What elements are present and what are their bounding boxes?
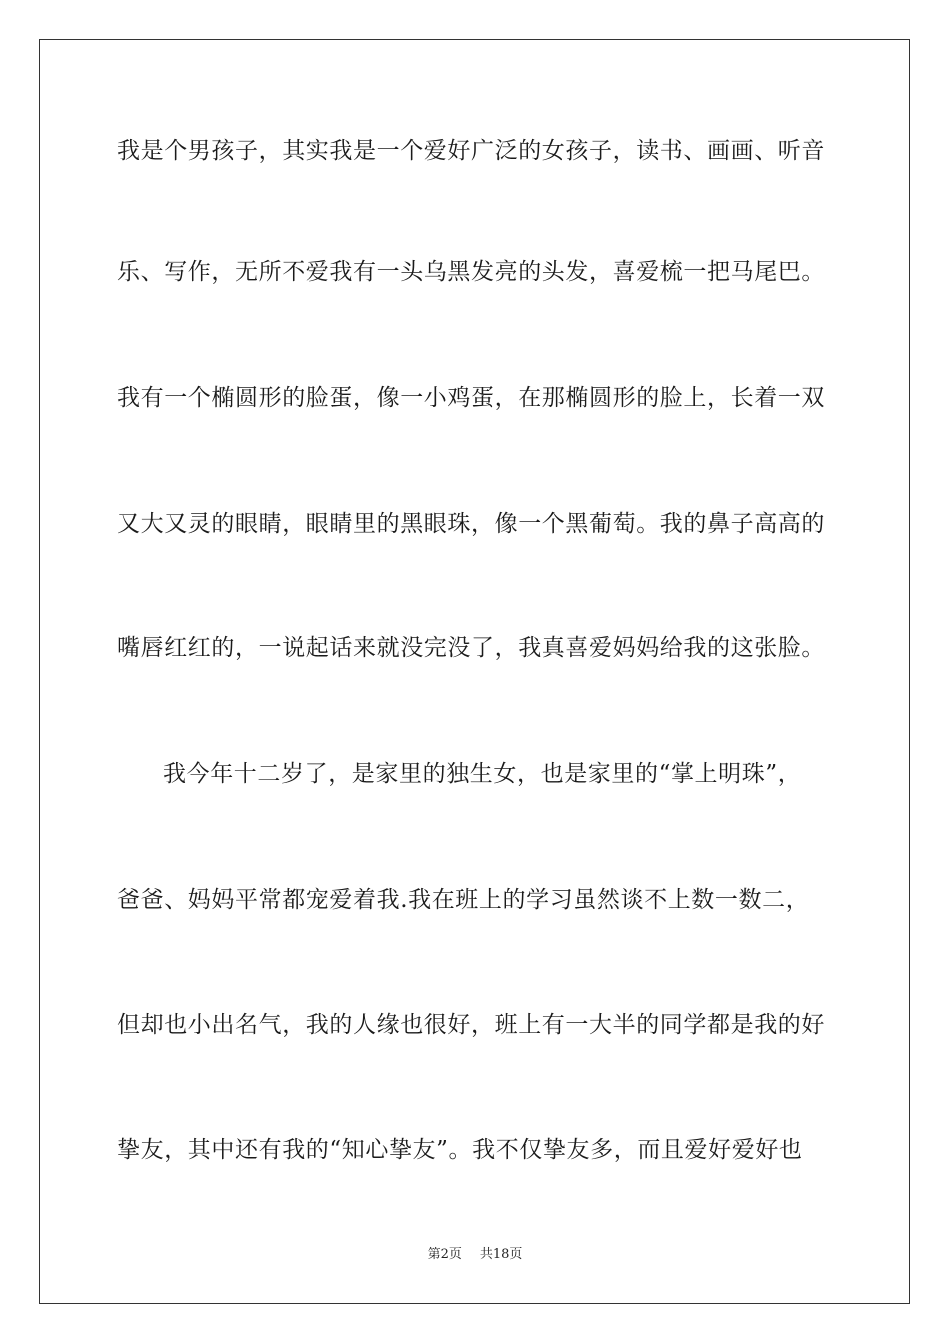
paragraph-line-4: 又大又灵的眼睛，眼睛里的黑眼珠，像一个黑葡萄。我的鼻子高高的 bbox=[117, 511, 825, 537]
page-number: 第2页 bbox=[427, 1247, 462, 1262]
paragraph-line-7: 爸爸、妈妈平常都宠爱着我.我在班上的学习虽然谈不上数一数二， bbox=[117, 887, 810, 913]
paragraph-line-9: 挚友，其中还有我的“知心挚友”。我不仅挚友多，而且爱好爱好也 bbox=[117, 1137, 803, 1163]
paragraph-line-5: 嘴唇红红的，一说起话来就没完没了，我真喜爱妈妈给我的这张脸。 bbox=[117, 635, 825, 661]
paragraph-line-3: 我有一个椭圆形的脸蛋，像一小鸡蛋，在那椭圆形的脸上，长着一双 bbox=[117, 385, 825, 411]
page-border bbox=[39, 39, 910, 1304]
total-pages: 共18页 bbox=[479, 1247, 523, 1262]
paragraph-line-1: 我是个男孩子，其实我是一个爱好广泛的女孩子，读书、画画、听音 bbox=[117, 138, 825, 164]
paragraph-line-6: 我今年十二岁了，是家里的独生女，也是家里的“掌上明珠”， bbox=[163, 761, 802, 787]
paragraph-line-8: 但却也小出名气，我的人缘也很好，班上有一大半的同学都是我的好 bbox=[117, 1012, 825, 1038]
page-footer bbox=[0, 1246, 950, 1264]
paragraph-line-2: 乐、写作，无所不爱我有一头乌黑发亮的头发，喜爱梳一把马尾巴。 bbox=[117, 259, 825, 285]
